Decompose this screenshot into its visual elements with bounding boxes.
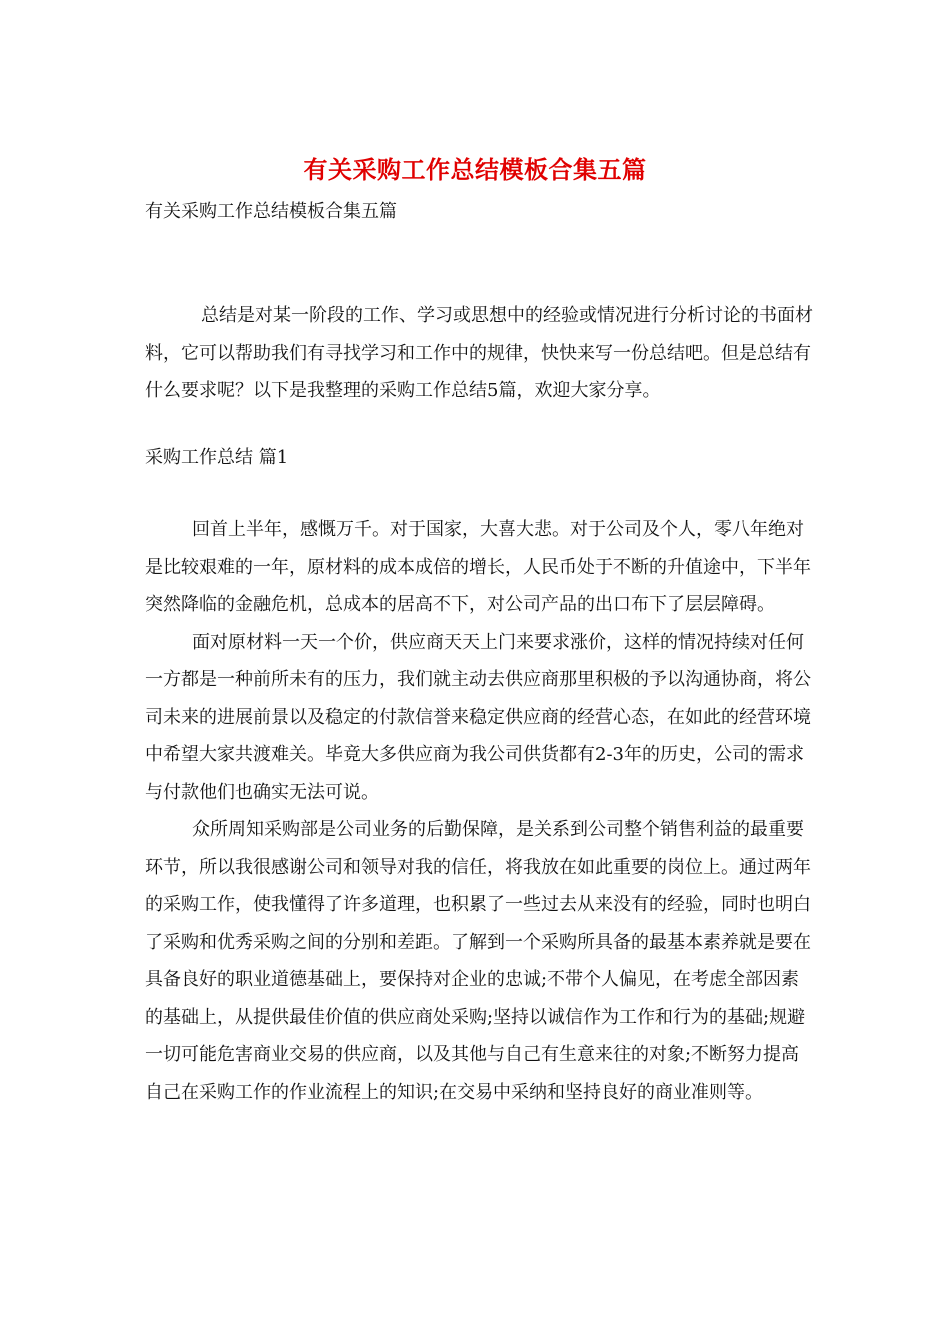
intro-paragraph: 总结是对某一阶段的工作、学习或思想中的经验或情况进行分析讨论的书面材料，它可以帮助我们有寻找学习和工作中的规律，快快来写一份总结吧。但是总结有什么要求呢？以下是我整理的采购工作总结5篇，欢迎大家分享。 [145,305,813,401]
body-paragraph-1: 回首上半年，感慨万千。对于国家，大喜大悲。对于公司及个人，零八年绝对是比较艰难的一年，原材料的成本成倍的增长，人民币处于不断的升值途中，下半年突然降临的金融危机，总成本的居高不下，对公司产品的出口布下了层层障碍。 [145,519,811,615]
body-paragraph-2: 面对原材料一天一个价，供应商天天上门来要求涨价，这样的情况持续对任何一方都是一种前所未有的压力，我们就主动去供应商那里积极的予以沟通协商，将公司未来的进展前景以及稳定的付款信誉来稳定供应商的经营心态，在如此的经营环境中希望大家共渡难关。毕竟大多供应商为我公司供货都有2-3年的历史，公司的需求与付款他们也确实无法可说。 [145,631,811,803]
content-block [145,511,815,1111]
intro-block [145,297,815,410]
document-subtitle: 有关采购工作总结模板合集五篇 [145,201,397,222]
section-heading: 采购工作总结 篇1 [145,447,289,468]
document-title: 有关采购工作总结模板合集五篇 [303,155,647,184]
body-paragraph-3: 众所周知采购部是公司业务的后勤保障，是关系到公司整个销售利益的最重要环节，所以我很感谢公司和领导对我的信任，将我放在如此重要的岗位上。通过两年的采购工作，使我懂得了许多道理，也积累了一些过去从来没有的经验，同时也明白了采购和优秀采购之间的分别和差距。了解到一个采购所具备的最基本素养就是要在具备良好的职业道德基础上，要保持对企业的忠诚;不带个人偏见，在考虑全部因素的基础上，从提供最佳价值的供应商处采购;坚持以诚信作为工作和行为的基础;规避一切可能危害商业交易的供应商，以及其他与自己有生意来往的对象;不断努力提高自己在采购工作的作业流程上的知识;在交易中采纳和坚持良好的商业准则等。 [145,819,811,1103]
